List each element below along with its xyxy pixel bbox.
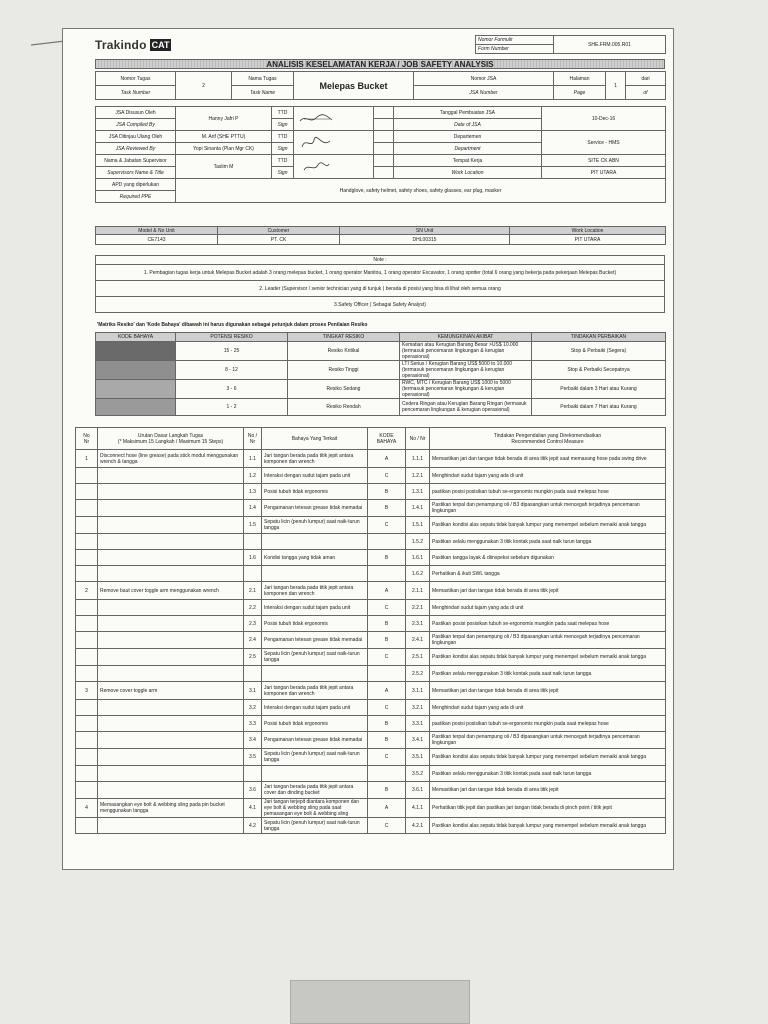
hazard-text: Jari tangan berada pada titik jepit antara komponen dan wrench	[262, 582, 368, 600]
step-text	[98, 517, 244, 534]
hazard-code: C	[368, 700, 406, 716]
hazard-text: Jari tangan berada pada titik jepit antara komponen dan wrench	[262, 450, 368, 468]
cat-logo: CAT	[151, 40, 170, 50]
note-1: 1. Pembagian tugas kerja untuk Melepas Bucket adalah 3 orang melepas bucket, 1 orang operator Manitou, 1 orang operator Excavator, 1 orang spotter (total 6 orang yang bekerja pada pekerjaan Melepas Bucket)	[96, 265, 665, 281]
hazard-code: A	[368, 682, 406, 700]
matrix-effect: LTI Serius / Kerugian Barang US$ 5000 to 10.000 (termasuk pencemaran lingkungan & kerugian operasional)	[400, 361, 532, 380]
step-number: 3	[76, 682, 98, 700]
hazard-text: Posisi tubuh tidak ergonomis	[262, 484, 368, 500]
step-number	[76, 500, 98, 517]
hazard-code	[368, 666, 406, 682]
hazard-code: B	[368, 616, 406, 632]
measure-number: 1.2.1	[406, 468, 430, 484]
step-row	[76, 566, 666, 582]
reviewed-by-2: Yopi Sinanta (Plan Mgr CK)	[176, 143, 272, 155]
jsa-form-sheet	[62, 28, 674, 870]
step-row	[76, 818, 666, 834]
matrix-code: A	[96, 361, 176, 380]
compiled-by: Hanny Jafri P	[176, 107, 272, 131]
hazard-number: 3.6	[244, 782, 262, 799]
location-label: Tempat Kerja	[394, 155, 542, 167]
jsa-date: 10-Dec-16	[542, 107, 666, 131]
step-number	[76, 818, 98, 834]
hazard-number: 3.5	[244, 749, 262, 766]
step-row	[76, 700, 666, 716]
step-row	[76, 600, 666, 616]
measure-text: Pastikan terpal dan penampung oli / B3 dipasangkan untuk mencegah terjadinya pencemaran lingkungan	[430, 732, 666, 749]
hazard-text: Pengamanan tetesan grease tidak memadai	[262, 732, 368, 749]
task-number-label-en: Task Number	[96, 86, 176, 100]
hazard-number: 1.6	[244, 550, 262, 566]
step-number: 1	[76, 450, 98, 468]
hazard-number: 1.3	[244, 484, 262, 500]
matrix-row	[96, 399, 666, 416]
matrix-level: Resiko Kritikal	[288, 342, 400, 361]
measure-text: Pastikan terpal dan penampung oli / B3 dipasangkan untuk mencegah terjadinya pencemaran lingkungan	[430, 500, 666, 517]
hazard-code: C	[368, 517, 406, 534]
of-label: dari	[626, 72, 666, 86]
measure-number: 2.1.1	[406, 582, 430, 600]
hazard-text: Jari tangan terjepit diantara komponen dan eye bolt & webbing sling pada saat pemasangan eye bolt & webbing sling	[262, 799, 368, 818]
measure-text: Pastikan kondisi alas sepatu tidak banyak lumpur yang menempel sebelum menaiki anak tangga	[430, 517, 666, 534]
date-label: Tanggal Pembuatan JSA	[394, 107, 542, 119]
measure-number: 3.6.1	[406, 782, 430, 799]
hazard-text: Interaksi dengan sudut tajam pada unit	[262, 600, 368, 616]
signature-table	[95, 106, 666, 203]
no-header: No Nr	[76, 428, 98, 450]
matrix-level: Resiko Tinggi	[288, 361, 400, 380]
measure-number: 3.2.1	[406, 700, 430, 716]
measure-number: 3.3.1	[406, 716, 430, 732]
measure-number: 1.6.1	[406, 550, 430, 566]
measure-number: 1.6.2	[406, 566, 430, 582]
step-row	[76, 616, 666, 632]
signature-icon	[296, 160, 336, 174]
measure-text: Menghindari sudut tajam yang ada di unit	[430, 468, 666, 484]
step-number	[76, 749, 98, 766]
step-text: Remove baut cover toggle arm menggunakan wrench	[98, 582, 244, 600]
step-row	[76, 450, 666, 468]
logo-text: Trakindo	[95, 38, 147, 52]
location-1: SITE CK ABN	[542, 155, 666, 167]
note-3: 3.Safety Officer ( Sebagai Safety Analyst)	[96, 297, 665, 313]
matrix-level: Resiko Sedang	[288, 380, 400, 399]
hazard-number: 3.2	[244, 700, 262, 716]
measure-text: Pastikan kondisi alas sepatu tidak banyak lumpur yang menempel sebelum menaiki anak tangga	[430, 649, 666, 666]
hazard-number: 2.2	[244, 600, 262, 616]
hazard-code: C	[368, 468, 406, 484]
risk-matrix-table	[95, 332, 666, 416]
hazard-number	[244, 566, 262, 582]
model-label: Model & No Unit	[96, 227, 218, 235]
hazard-code: B	[368, 632, 406, 649]
measure-text: Perhatikan titik jepit dan pastikan jari tangan tidak berada di pinch point / titik jepit	[430, 799, 666, 818]
signature-icon	[296, 112, 336, 126]
step-row	[76, 799, 666, 818]
matrix-potential: 3 - 6	[176, 380, 288, 399]
step-number	[76, 600, 98, 616]
hazard-number	[244, 666, 262, 682]
step-text	[98, 468, 244, 484]
measure-number: 2.5.2	[406, 666, 430, 682]
matrix-header-action: TINDAKAN PERBAIKAN	[532, 333, 666, 342]
hazard-text: Sepatu licin (penuh lumpur) saat naik-turun tangga	[262, 517, 368, 534]
hazard-text: Interaksi dengan sudut tajam pada unit	[262, 700, 368, 716]
measure-number: 2.4.1	[406, 632, 430, 649]
jsa-number-label-en: JSA Number	[414, 86, 554, 100]
step-text: Remove cover toggle arm	[98, 682, 244, 700]
step-row	[76, 468, 666, 484]
date-label-en: Date of JSA	[394, 119, 542, 131]
step-row	[76, 517, 666, 534]
hazard-code	[368, 534, 406, 550]
matrix-action: Stop & Perbaiki Secepatnya	[532, 361, 666, 380]
steps-table	[75, 427, 666, 834]
measure-text: Memastikan jari dan tangan tidak berada di area titik jepit saat memasang hose pada swing drive	[430, 450, 666, 468]
scanner-stamp	[290, 980, 470, 1024]
hazard-text: Posisi tubuh tidak ergonomis	[262, 716, 368, 732]
matrix-effect: Cedera Ringan atau Kerugian Barang Ringan (termasuk pencemaran lingkungan & kerugian operasional)	[400, 399, 532, 416]
hazard-text: Pengamanan tetesan grease tidak memadai	[262, 632, 368, 649]
step-text	[98, 616, 244, 632]
measure-number: 3.1.1	[406, 682, 430, 700]
supervisor: Taslim M	[176, 155, 272, 179]
step-row	[76, 550, 666, 566]
page-label: Halaman	[554, 72, 606, 86]
measure-number: 4.2.1	[406, 818, 430, 834]
step-row	[76, 749, 666, 766]
measure-text: Memastikan jari dan tangan tidak berada di area titik jepit	[430, 582, 666, 600]
hazard-number: 1.1	[244, 450, 262, 468]
step-text	[98, 732, 244, 749]
hazard-number: 2.4	[244, 632, 262, 649]
measure-number: 1.5.2	[406, 534, 430, 550]
code-header: KODE BAHAYA	[368, 428, 406, 450]
hazard-code: A	[368, 799, 406, 818]
hazard-text	[262, 766, 368, 782]
sign-label: Sign	[272, 167, 294, 179]
matrix-code: B	[96, 380, 176, 399]
sign-label: Sign	[272, 119, 294, 131]
matrix-header-effect: KEMUNGKINAN AKIBAT	[400, 333, 532, 342]
measure-number: 2.5.1	[406, 649, 430, 666]
matrix-header-potential: POTENSI RESIKO	[176, 333, 288, 342]
step-row	[76, 716, 666, 732]
supervisor-label: Nama & Jabatan Supervisor	[96, 155, 176, 167]
step-number	[76, 766, 98, 782]
hazard-code: A	[368, 582, 406, 600]
hazard-number: 2.1	[244, 582, 262, 600]
hazard-code: C	[368, 649, 406, 666]
hazard-code: B	[368, 484, 406, 500]
task-number: 2	[176, 72, 232, 100]
step-number	[76, 468, 98, 484]
hazard-number: 2.3	[244, 616, 262, 632]
hazard-text: Sepatu licin (penuh lumpur) saat naik-turun tangga	[262, 749, 368, 766]
measure-text: Menghindari sudut tajam yang ada di unit	[430, 700, 666, 716]
measure-text: Pastikan posisi posisikan tubuh se-ergonomis mungkin pada saat melepas hose	[430, 616, 666, 632]
hazard-text: Pengamanan tetesan grease tidak memadai	[262, 500, 368, 517]
measure-number: 2.2.1	[406, 600, 430, 616]
notes-table	[95, 255, 665, 313]
step-row	[76, 484, 666, 500]
step-row	[76, 682, 666, 700]
hazard-code: B	[368, 716, 406, 732]
unit-sn: DHL00315	[340, 235, 510, 245]
step-row	[76, 500, 666, 517]
paperclip-icon	[30, 40, 66, 46]
location-label-en: Work Location	[394, 167, 542, 179]
measure-number: 4.1.1	[406, 799, 430, 818]
measure-number: 2.3.1	[406, 616, 430, 632]
hazard-code: C	[368, 600, 406, 616]
step-text	[98, 550, 244, 566]
measure-number: 1.4.1	[406, 500, 430, 517]
measure-text: Pastikan selalu menggunakan 3 titik kontak pada saat naik turun tangga	[430, 534, 666, 550]
step-text	[98, 766, 244, 782]
page-number: 1	[606, 72, 626, 100]
form-number-label: Nomor Formulir	[476, 36, 554, 45]
jsa-number-label: Nomor JSA	[414, 72, 554, 86]
step-row	[76, 534, 666, 550]
hazard-number: 2.5	[244, 649, 262, 666]
ppe-label-en: Required PPE	[96, 191, 176, 203]
customer-label: Customer	[218, 227, 340, 235]
measure-number: 1.5.1	[406, 517, 430, 534]
step-row	[76, 766, 666, 782]
hazard-number: 1.4	[244, 500, 262, 517]
form-number: SHE.FRM.005.R01	[554, 36, 666, 54]
matrix-intro: 'Matriks Resiko' dan 'Kode Bahaya' dibawah ini harus digunakan sebagai petunjuk dalam proses Penilaian Resiko	[97, 322, 368, 328]
hazard-text: Interaksi dengan sudut tajam pada unit	[262, 468, 368, 484]
step-text	[98, 782, 244, 799]
ttd-label: TTD	[272, 155, 294, 167]
hazard-number: 3.1	[244, 682, 262, 700]
matrix-code: AA	[96, 342, 176, 361]
step-number: 2	[76, 582, 98, 600]
step-number	[76, 666, 98, 682]
supervisor-label-en: Supervisors Name & Title	[96, 167, 176, 179]
hazard-number	[244, 766, 262, 782]
step-number: 4	[76, 799, 98, 818]
notes-title: Note :	[96, 256, 665, 265]
ttd-label: TTD	[272, 131, 294, 143]
step-text	[98, 716, 244, 732]
hazard-code	[368, 566, 406, 582]
hazard-number: 1.2	[244, 468, 262, 484]
measure-number: 3.5.1	[406, 749, 430, 766]
reviewed-by-1: M. Arif (SHE PTTU)	[176, 131, 272, 143]
step-number	[76, 534, 98, 550]
step-number	[76, 732, 98, 749]
measure-text: pastikan posisi posisikan tubuh se-ergonomis mungkin pada saat melepas hose	[430, 484, 666, 500]
hazard-text: Posisi tubuh tidak ergonomis	[262, 616, 368, 632]
step-text	[98, 818, 244, 834]
hazard-code: B	[368, 500, 406, 517]
compiled-signature	[294, 107, 374, 131]
location-2: PIT UTARA	[542, 167, 666, 179]
step-text	[98, 632, 244, 649]
hazard-text: Sepatu licin (penuh lumpur) saat naik-turun tangga	[262, 649, 368, 666]
step-number	[76, 484, 98, 500]
matrix-header-code: KODE BAHAYA	[96, 333, 176, 342]
of-label-en: of	[626, 86, 666, 100]
hazard-text: Sepatu licin (penuh lumpur) saat naik-turun tangga	[262, 818, 368, 834]
step-text	[98, 500, 244, 517]
supervisor-signature	[294, 155, 374, 179]
measure-no-header: No / Nr	[406, 428, 430, 450]
hazard-number: 1.5	[244, 517, 262, 534]
measure-text: Memastikan jari dan tangan tidak berada di area titik jepit	[430, 782, 666, 799]
hazard-code: C	[368, 818, 406, 834]
measure-text: Memastikan jari dan tangan tidak berada di area titik jepit	[430, 682, 666, 700]
hazard-number: 3.3	[244, 716, 262, 732]
hazard-code: A	[368, 450, 406, 468]
reviewed-signature	[294, 131, 374, 155]
hazard-header: Bahaya Yang Terkait	[262, 428, 368, 450]
hazard-text: Jari tangan berada pada titik jepit antara komponen dan wrench	[262, 682, 368, 700]
signature-icon	[296, 136, 336, 150]
hazard-no-header: No / Nr	[244, 428, 262, 450]
hazard-number: 4.2	[244, 818, 262, 834]
customer: PT. CK	[218, 235, 340, 245]
unit-table	[95, 226, 666, 245]
ppe-label: APD yang diperlukan	[96, 179, 176, 191]
hazard-code: B	[368, 550, 406, 566]
step-number	[76, 550, 98, 566]
work-location-label: Work Location	[510, 227, 666, 235]
step-row	[76, 632, 666, 649]
matrix-potential: 1 - 2	[176, 399, 288, 416]
note-2: 2. Leader (Supervisor / senior technician yang di tunjuk ) berada di posisi yang bisa di lihat oleh semua orang	[96, 281, 665, 297]
measure-number: 3.5.2	[406, 766, 430, 782]
hazard-number: 4.1	[244, 799, 262, 818]
hazard-text	[262, 566, 368, 582]
department-label: Departemen	[394, 131, 542, 143]
compiled-by-label-en: JSA Compiled By	[96, 119, 176, 131]
matrix-row	[96, 380, 666, 399]
measure-text: Pastikan tangga layak & diinspeksi sebelum digunakan	[430, 550, 666, 566]
matrix-potential: 8 - 12	[176, 361, 288, 380]
step-text	[98, 700, 244, 716]
compiled-by-label: JSA Disusun Oleh	[96, 107, 176, 119]
step-row	[76, 732, 666, 749]
ttd-label: TTD	[272, 107, 294, 119]
matrix-level: Resiko Rendah	[288, 399, 400, 416]
matrix-code: C	[96, 399, 176, 416]
step-number	[76, 700, 98, 716]
matrix-action: Perbaiki dalam 7 Hari atau Kurang	[532, 399, 666, 416]
step-number	[76, 632, 98, 649]
step-text	[98, 484, 244, 500]
task-info-table	[95, 71, 666, 100]
hazard-code: B	[368, 782, 406, 799]
work-location: PIT UTARA	[510, 235, 666, 245]
hazard-code: C	[368, 749, 406, 766]
measure-text: Pastikan terpal dan penampung oli / B3 dipasangkan untuk mencegah terjadinya pencemaran lingkungan	[430, 632, 666, 649]
step-row	[76, 582, 666, 600]
matrix-header-level: TINGKAT RESIKO	[288, 333, 400, 342]
step-text: Disconnect hose (line grease) pada stick modul menggunakan wrench & tangga	[98, 450, 244, 468]
department-label-en: Department	[394, 143, 542, 155]
steps-header: Urutan Dasar Langkah Tugas (* Maksimum 15 Langkah / Maximum 15 Steps)	[98, 428, 244, 450]
step-number	[76, 782, 98, 799]
measure-number: 3.4.1	[406, 732, 430, 749]
measure-text: Menghindari sudut tajam yang ada di unit	[430, 600, 666, 616]
step-row	[76, 782, 666, 799]
page-label-en: Page	[554, 86, 606, 100]
form-number-box	[475, 35, 666, 54]
measure-text: Pastikan kondisi alas sepatu tidak banyak lumpur yang menempel sebelum menaiki anak tangga	[430, 818, 666, 834]
task-name: Melepas Bucket	[294, 72, 414, 100]
measure-number: 1.3.1	[406, 484, 430, 500]
measure-header: Tindakan Pengendalian yang Direkomendasikan Recommended Control Measure	[430, 428, 666, 450]
step-text	[98, 534, 244, 550]
sign-label: Sign	[272, 143, 294, 155]
measure-text: pastikan posisi posisikan tubuh se-ergonomis mungkin pada saat melepas hose	[430, 716, 666, 732]
company-logo	[95, 37, 171, 53]
hazard-text	[262, 666, 368, 682]
matrix-potential: 15 - 25	[176, 342, 288, 361]
hazard-number	[244, 534, 262, 550]
task-number-label: Nomor Tugas	[96, 72, 176, 86]
step-number	[76, 716, 98, 732]
measure-number: 1.1.1	[406, 450, 430, 468]
step-text	[98, 566, 244, 582]
matrix-action: Stop & Perbaiki (Segera)	[532, 342, 666, 361]
matrix-action: Perbaiki dalam 3 Hari atau Kurang	[532, 380, 666, 399]
hazard-number: 3.4	[244, 732, 262, 749]
step-row	[76, 649, 666, 666]
matrix-effect: RWC, MTC / Kerugian Barang US$ 1000 to 5000 (termasuk pencemaran lingkungan & kerugian operasional)	[400, 380, 532, 399]
required-ppe: Handglove, safety helmet, safety shoes, safety glasses, ear plug, masker	[176, 179, 666, 203]
step-number	[76, 649, 98, 666]
hazard-code	[368, 766, 406, 782]
step-text	[98, 649, 244, 666]
form-number-label-en: Form Number	[476, 45, 554, 54]
step-number	[76, 616, 98, 632]
reviewed-by-label: JSA Ditinjau Ulang Oleh	[96, 131, 176, 143]
measure-text: Pastikan selalu menggunakan 3 titik kontak pada saat naik turun tangga	[430, 766, 666, 782]
department: Service - HMS	[542, 131, 666, 155]
hazard-text: Kondisi tangga yang tidak aman	[262, 550, 368, 566]
measure-text: Pastikan selalu menggunakan 3 titik kontak pada saat naik turun tangga	[430, 666, 666, 682]
step-row	[76, 666, 666, 682]
step-text	[98, 600, 244, 616]
unit-model: CE7143	[96, 235, 218, 245]
sn-label: SN Unit	[340, 227, 510, 235]
matrix-effect: Kematian atau Kerugian Barang Besar >US$ 10.000 (termasuk pencemaran lingkungan & kerugian operasional)	[400, 342, 532, 361]
hazard-text	[262, 534, 368, 550]
task-name-label: Nama Tugas	[232, 72, 294, 86]
step-text	[98, 666, 244, 682]
step-text	[98, 749, 244, 766]
reviewed-by-label-en: JSA Reviewed By	[96, 143, 176, 155]
measure-text: Pastikan kondisi alas sepatu tidak banyak lumpur yang menempel sebelum menaiki anak tangga	[430, 749, 666, 766]
measure-text: Perhatikan & ikuti SWL tangga	[430, 566, 666, 582]
hazard-text: Jari tangan berada pada titik jepit antara cover dan dinding bucket	[262, 782, 368, 799]
matrix-row	[96, 342, 666, 361]
matrix-row	[96, 361, 666, 380]
task-name-label-en: Task Name	[232, 86, 294, 100]
page-title: ANALISIS KESELAMATAN KERJA / JOB SAFETY ANALYSIS	[95, 59, 665, 69]
step-number	[76, 517, 98, 534]
hazard-code: B	[368, 732, 406, 749]
step-text: Memasangkan eye bolt & webbing sling pada pin bucket menggunakan tangga	[98, 799, 244, 818]
step-number	[76, 566, 98, 582]
